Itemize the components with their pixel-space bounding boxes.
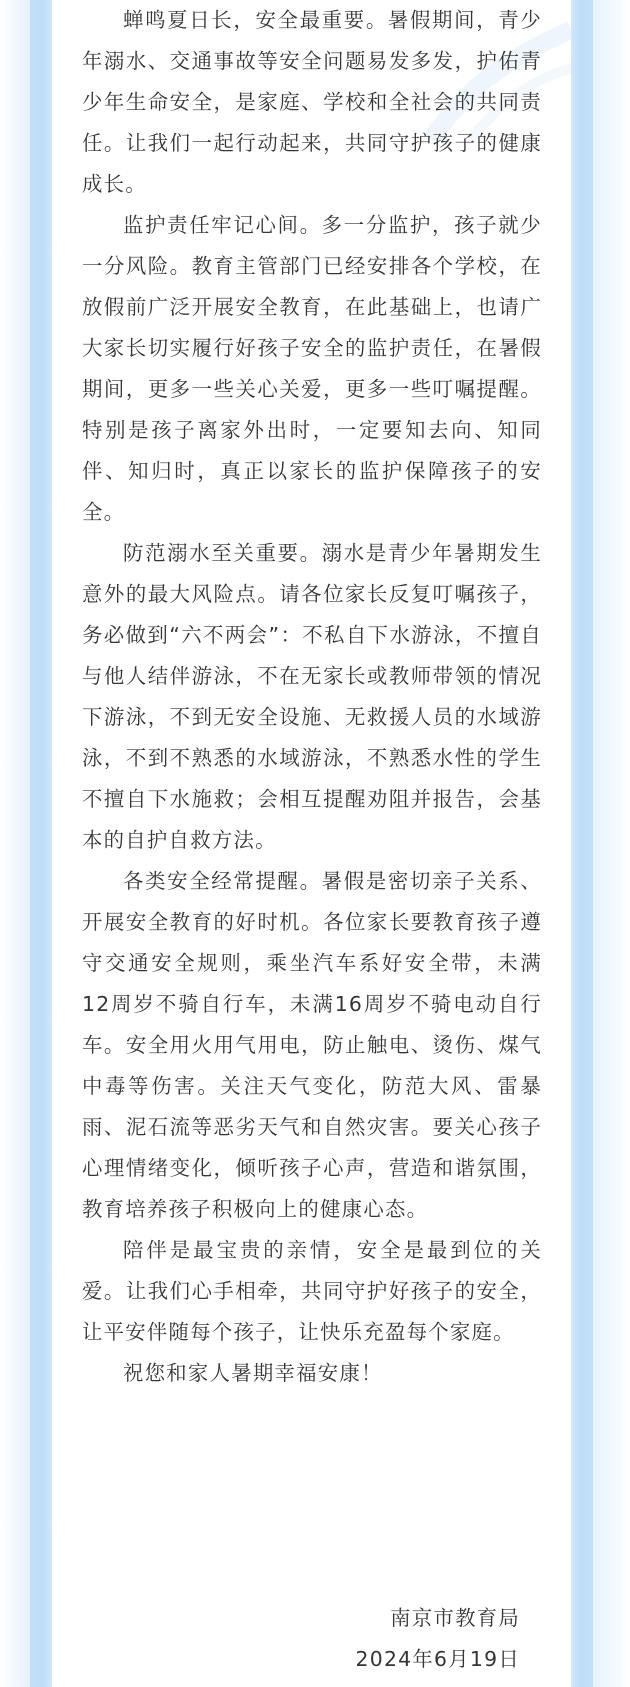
- paragraph-intro: 蝉鸣夏日长，安全最重要。暑假期间，青少年溺水、交通事故等安全问题易发多发，护佑青少年生命安全，是家庭、学校和全社会的共同责任。让我们一起行动起来，共同守护孩子的健康成长。: [82, 8, 542, 196]
- right-background-edge: [593, 0, 630, 1687]
- issuer-name: 南京市教育局: [390, 1606, 520, 1630]
- paragraph-drowning-prevention: 防范溺水至关重要。溺水是青少年暑期发生意外的最大风险点。请各位家长反复叮嘱孩子，务必做到“六不两会”：不私自下水游泳，不擅自与他人结伴游泳，不在无家长或教师带领的情况下游泳，不到无安全设施、无救援人员的水域游泳，不到不熟悉的水域游泳，不熟悉水性的学生不擅自下水施救；会相互提醒劝阻并报告，会基本的自护自救方法。: [82, 541, 542, 852]
- letter-body: [82, 0, 542, 1394]
- paragraph-guardianship: 监护责任牢记心间。多一分监护，孩子就少一分风险。教育主管部门已经安排各个学校，在放假前广泛开展安全教育，在此基础上，也请广大家长切实履行好孩子安全的监护责任，在暑假期间，更多一些关心关爱，更多一些叮嘱提醒。特别是孩子离家外出时，一定要知去向、知同伴、知归时，真正以家长的监护保障孩子的安全。: [82, 213, 542, 524]
- left-background-edge: [0, 0, 30, 1687]
- issue-date: 2024年6月19日: [355, 1647, 520, 1671]
- paragraph-companionship: 陪伴是最宝贵的亲情，安全是最到位的关爱。让我们心手相牵，共同守护好孩子的安全，让平安伴随每个孩子，让快乐充盈每个家庭。: [82, 1238, 542, 1344]
- paragraph-wishes: 祝您和家人暑期幸福安康！: [123, 1361, 383, 1385]
- signature-block: [52, 1598, 520, 1680]
- left-blue-border: [30, 0, 52, 1687]
- letter-panel: [52, 0, 571, 1687]
- right-blue-border: [571, 0, 593, 1687]
- paragraph-safety-reminders: 各类安全经常提醒。暑假是密切亲子关系、开展安全教育的好时机。各位家长要教育孩子遵守交通安全规则，乘坐汽车系好安全带，未满12周岁不骑自行车，未满16周岁不骑电动自行车。安全用火用气用电，防止触电、烫伤、煤气中毒等伤害。关注天气变化，防范大风、雷暴雨、泥石流等恶劣天气和自然灾害。要关心孩子心理情绪变化，倾听孩子心声，营造和谐氛围，教育培养孩子积极向上的健康心态。: [82, 869, 542, 1221]
